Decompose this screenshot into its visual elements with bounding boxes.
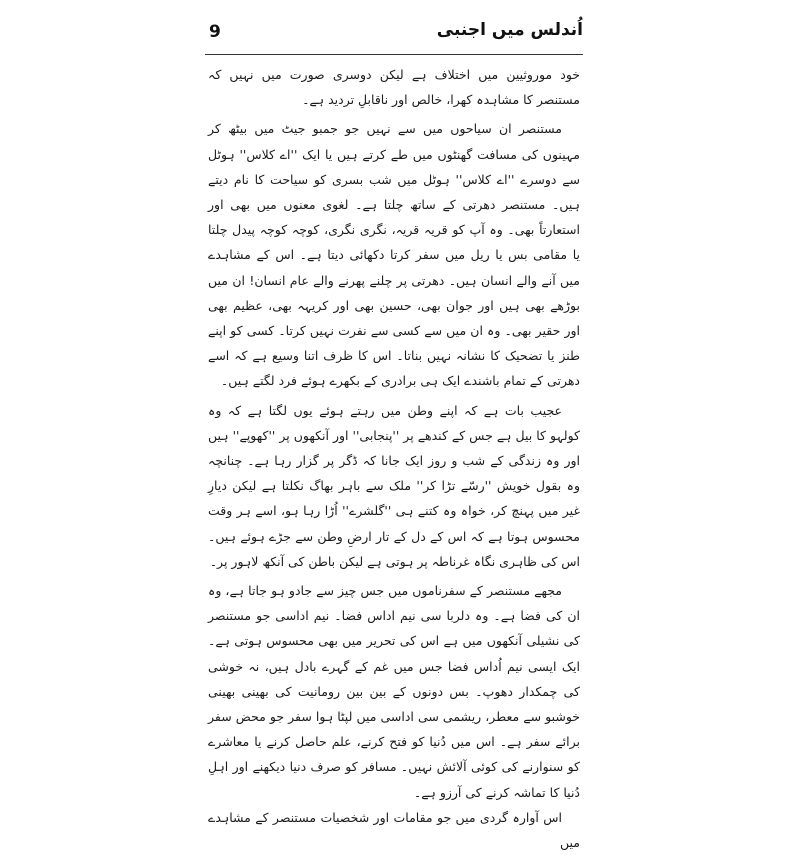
page-header xyxy=(205,18,583,55)
paragraph: مستنصر ان سیاحوں میں سے نہیں جو جمبو جیٹ میں بیٹھ کر مہینوں کی مسافت گھنٹوں میں طے کرتے ہیں یا ایک ''اے کلاس'' ہوٹل سے دوسرے ''اے کلاس'' ہوٹل میں شب بسری کو سیاحت کا نام دیتے ہیں۔ مستنصر دھرتی کے ساتھ چلتا ہے۔ لغوی معنوں میں بھی اور استعارتاً بھی۔ وہ آپ کو قریہ قریہ، نگری نگری، کوچہ کوچہ پیدل چلتا یا مقامی بس یا ریل میں سفر کرتا دکھائی دیتا ہے۔ اس کے مشاہدے میں آنے والے انسان ہیں۔ دھرتی پر چلنے پھرنے والے عام انسان! ان میں بوڑھے بھی ہیں اور جوان بھی، حسین بھی اور کریہہ بھی، عظیم بھی اور حقیر بھی۔ وہ ان میں سے کسی سے نفرت نہیں کرتا۔ کسی کو اپنے طنز یا تضحیک کا نشانہ نہیں بناتا۔ اس کا ظرف اتنا وسیع ہے کہ اسے دھرتی کے تمام باشندے ایک ہی برادری کے بکھرے ہوئے فرد لگتے ہیں۔ xyxy=(208,121,580,389)
paragraph: مجھے مستنصر کے سفرناموں میں جس چیز سے جادو ہو جاتا ہے، وہ ان کی فضا ہے۔ وہ دلربا سی نیم اداس فضا۔ نیم اداسی جو مستنصر کی نشیلی آنکھوں میں ہے اس کی تحریر میں بھی محسوس ہوتی ہے۔ ایک ایسی نیم اُداس فضا جس میں غم کے گہرے بادل ہیں، نہ خوشی کی چمکدار دھوپ۔ بس دونوں کے بین بین رومانیت کی بھینی بھینی خوشبو سے معطر، ریشمی سی اداسی میں لپٹا ہوا سفر جو محض سفر برائے سفر ہے۔ اس میں دُنیا کو فتح کرنے، علم حاصل کرنے یا معاشرے کو سنوارنے کی کوئی آلائش نہیں۔ مسافر کو صرف دنیا دیکھنے اور اہلِ دُنیا کا تماشہ کرنے کی آرزو ہے۔ xyxy=(208,583,580,800)
paragraph: عجیب بات ہے کہ اپنے وطن میں رہتے ہوئے یوں لگتا ہے کہ وہ کولہو کا بیل ہے جس کے کندھے پر ''پنجابی'' اور آنکھوں پر ''کھوپے'' ہیں اور وہ زندگی کے شب و روز ایک جانا کہ ڈگر پر گزار رہا ہے۔ چنانچہ وہ بقول خویش ''رسّے تڑا کر'' ملک سے باہر بھاگ نکلتا ہے لیکن دیارِ غیر میں پہنچ کر، خواہ وہ کتنے ہی ''گلشرے'' اُڑا رہا ہو، اسے ہر وقت محسوس ہوتا ہے کہ اس کے دل کے تار ارضِ وطن سے جڑے ہوئے ہیں۔ اس کی ظاہری نگاہ غرناطہ پر ہوتی ہے لیکن باطن کی آنکھ لاہور پر۔ xyxy=(208,402,580,569)
running-title: اُندلس میں اجنبی xyxy=(436,20,583,40)
page-number: 9 xyxy=(209,22,221,42)
body-text xyxy=(208,62,580,855)
paragraph: اس آوارہ گردی میں جو مقامات اور شخصیات مستنصر کے مشاہدے میں xyxy=(208,809,580,851)
paragraph: خود موروثیین میں اختلاف ہے لیکن دوسری صورت میں نہیں کہ مستنصر کا مشاہدہ کھرا، خالص اور ناقابلِ تردید ہے۔ xyxy=(208,67,580,108)
